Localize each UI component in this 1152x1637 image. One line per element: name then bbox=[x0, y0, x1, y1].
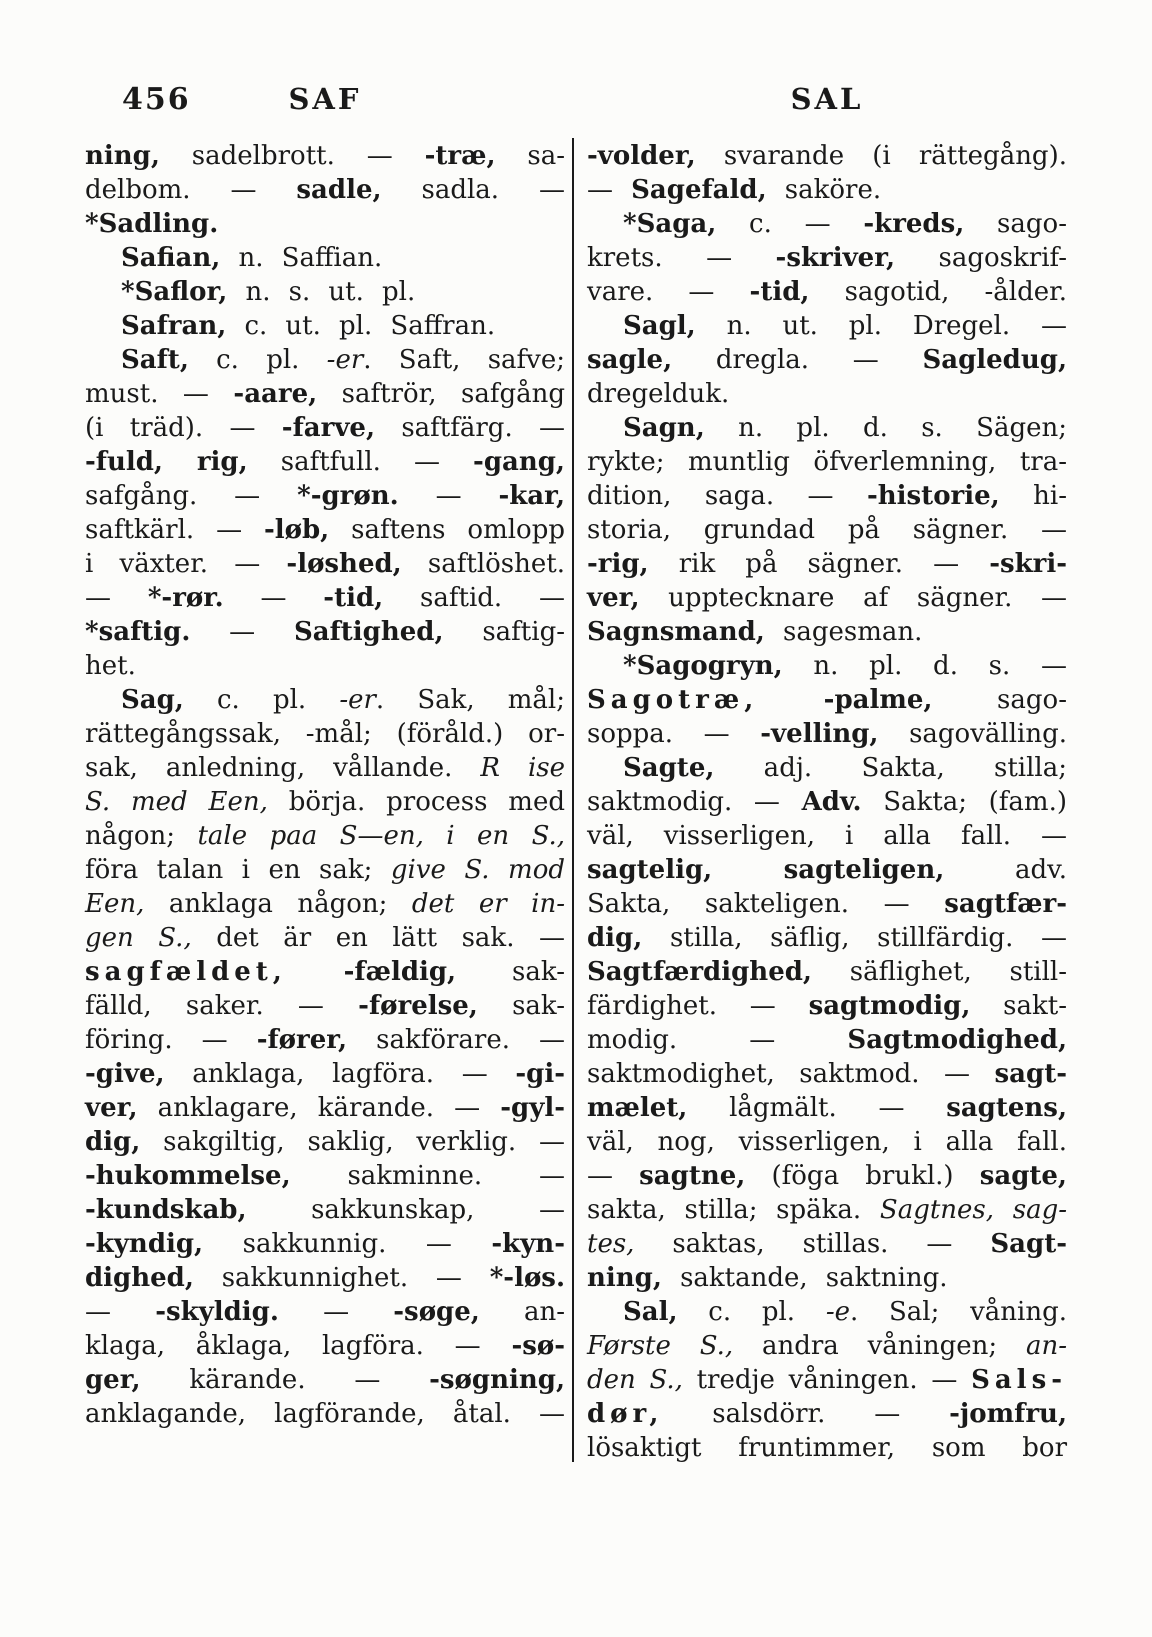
text-line bbox=[587, 853, 1067, 887]
text-line bbox=[587, 683, 1067, 717]
text-run: n. pl. d. s. — bbox=[782, 651, 1067, 681]
text-run: Sagefald, bbox=[631, 175, 767, 205]
text-run: sadle, bbox=[296, 175, 382, 205]
text-line bbox=[85, 819, 565, 853]
text-line bbox=[85, 751, 565, 785]
text-line bbox=[587, 1227, 1067, 1261]
text-run: föring. — bbox=[85, 1025, 257, 1055]
text-line bbox=[85, 1023, 565, 1057]
text-run: c. pl. bbox=[183, 685, 340, 715]
text-run: färdighet. — bbox=[587, 991, 809, 1021]
text-run: ver, bbox=[85, 1093, 138, 1123]
text-run: -er bbox=[326, 345, 364, 375]
text-line bbox=[85, 207, 565, 241]
text-line bbox=[85, 853, 565, 887]
text-line bbox=[85, 1091, 565, 1125]
text-line bbox=[587, 513, 1067, 547]
text-line bbox=[85, 1227, 565, 1261]
text-run: *-grøn. bbox=[297, 481, 399, 511]
text-run: dør, bbox=[587, 1399, 664, 1429]
text-run: Sag, bbox=[121, 685, 184, 715]
text-run: kärande. — bbox=[140, 1365, 430, 1395]
text-run: delbom. — bbox=[85, 175, 297, 205]
text-line bbox=[587, 173, 1067, 207]
text-line bbox=[587, 309, 1067, 343]
text-run: -aare, bbox=[233, 379, 318, 409]
text-run: an- bbox=[479, 1297, 566, 1327]
text-line bbox=[85, 921, 565, 955]
text-line bbox=[85, 139, 565, 173]
text-run: dig, bbox=[587, 923, 643, 953]
text-run: — bbox=[190, 617, 294, 647]
text-run: lösaktigt fruntimmer, som bor bbox=[587, 1433, 1067, 1463]
text-run: -palme, bbox=[758, 685, 933, 715]
text-line bbox=[587, 819, 1067, 853]
text-run: -e bbox=[825, 1297, 850, 1327]
text-run: — bbox=[398, 481, 499, 511]
text-run: Sals- bbox=[971, 1365, 1067, 1395]
text-line bbox=[85, 989, 565, 1023]
text-line bbox=[85, 955, 565, 989]
text-run: — bbox=[85, 1297, 156, 1327]
text-line bbox=[85, 1193, 565, 1227]
text-line bbox=[85, 785, 565, 819]
text-run: någon; bbox=[85, 821, 198, 851]
text-run: Saft, bbox=[121, 345, 189, 375]
text-run: Sal, bbox=[623, 1297, 678, 1327]
text-run: Sakta; (fam.) bbox=[861, 787, 1067, 817]
text-run: — bbox=[587, 175, 632, 205]
text-run: sadla. — bbox=[381, 175, 565, 205]
text-line bbox=[85, 479, 565, 513]
text-run: -gang, bbox=[473, 447, 565, 477]
text-run: Sagn, bbox=[623, 413, 705, 443]
text-line bbox=[587, 615, 1067, 649]
text-run: -give, bbox=[85, 1059, 165, 1089]
text-line bbox=[85, 1363, 565, 1397]
text-run: -tid, bbox=[749, 277, 810, 307]
text-run: sagte, bbox=[979, 1161, 1067, 1191]
text-run: -fuld, rig, bbox=[85, 447, 248, 477]
text-run: Sakta, sakteligen. — bbox=[587, 889, 945, 919]
text-run: saftrör, safgång bbox=[317, 379, 565, 409]
text-line bbox=[85, 173, 565, 207]
text-line bbox=[85, 513, 565, 547]
text-run: adv. bbox=[944, 855, 1067, 885]
text-run: -sø- bbox=[511, 1331, 565, 1361]
text-run: -er bbox=[339, 685, 376, 715]
text-line bbox=[587, 1329, 1067, 1363]
text-run: hi- bbox=[999, 481, 1067, 511]
text-line bbox=[85, 445, 565, 479]
text-run: -gi- bbox=[515, 1059, 565, 1089]
text-run: stilla, säflig, stillfärdig. — bbox=[642, 923, 1067, 953]
running-head-left: SAF bbox=[288, 82, 362, 116]
text-run: sago- bbox=[932, 685, 1067, 715]
text-line bbox=[587, 751, 1067, 785]
text-run: tredje våningen. — bbox=[682, 1365, 972, 1395]
text-run: saftens omlopp bbox=[329, 515, 565, 545]
text-run: sakt- bbox=[970, 991, 1067, 1021]
text-run: *-løs. bbox=[489, 1263, 565, 1293]
text-run: sakminne. — bbox=[290, 1161, 565, 1191]
text-run: sago- bbox=[964, 209, 1067, 239]
text-run: saftfull. — bbox=[247, 447, 474, 477]
text-run: *Saflor, bbox=[121, 277, 228, 307]
text-run: vare. — bbox=[587, 277, 750, 307]
text-run: -farve, bbox=[281, 413, 376, 443]
text-run: sagfældet, bbox=[85, 957, 287, 987]
text-run: — bbox=[85, 583, 148, 613]
text-run: sagoskrif- bbox=[895, 243, 1067, 273]
text-run: . Sak, mål; bbox=[375, 685, 566, 715]
text-run: sagtens, bbox=[946, 1093, 1067, 1123]
text-line bbox=[85, 1261, 565, 1295]
text-run: -gyl- bbox=[500, 1093, 565, 1123]
text-run: ning, bbox=[85, 141, 160, 171]
text-line bbox=[85, 683, 565, 717]
text-run: -skyldig. bbox=[155, 1297, 279, 1327]
text-run: -kyndig, bbox=[85, 1229, 204, 1259]
text-run: ver, bbox=[587, 583, 640, 613]
text-run: det är en lätt sak. — bbox=[191, 923, 565, 953]
text-run: c. ut. pl. Saffran. bbox=[226, 311, 496, 341]
text-line bbox=[587, 377, 1067, 411]
text-run: Sagotræ, bbox=[587, 685, 759, 715]
text-line bbox=[587, 479, 1067, 513]
text-run: (i träd). — bbox=[85, 413, 282, 443]
text-run: -fældig, bbox=[286, 957, 457, 987]
text-run: sadelbrott. — bbox=[159, 141, 425, 171]
running-head-right: SAL bbox=[790, 82, 864, 116]
text-run: *Saga, bbox=[623, 209, 717, 239]
left-text-column bbox=[85, 139, 565, 1431]
text-run: *Sadling. bbox=[85, 209, 219, 239]
text-run: n. ut. pl. Dregel. — bbox=[695, 311, 1067, 341]
text-run: sagtne, bbox=[639, 1161, 746, 1191]
text-run: lågmält. — bbox=[687, 1093, 947, 1123]
text-run: sagtfær- bbox=[944, 889, 1067, 919]
text-line bbox=[587, 1193, 1067, 1227]
text-run: sak, anledning, vållande. bbox=[85, 753, 481, 783]
text-run: -kundskab, bbox=[85, 1195, 247, 1225]
text-run: n. Saffian. bbox=[220, 243, 383, 273]
text-line bbox=[85, 1295, 565, 1329]
text-run: sagle, bbox=[587, 345, 673, 375]
text-run: — bbox=[223, 583, 324, 613]
text-run: *-rør. bbox=[147, 583, 224, 613]
text-run: -træ, bbox=[424, 141, 496, 171]
text-run: anklagare, kärande. — bbox=[137, 1093, 501, 1123]
text-line bbox=[85, 1057, 565, 1091]
text-run: sak- bbox=[456, 957, 565, 987]
text-run: *saftig. bbox=[85, 617, 191, 647]
text-run: n. pl. d. s. Sägen; bbox=[704, 413, 1067, 443]
text-run: saftlöshet. bbox=[401, 549, 565, 579]
text-run: saktas, stillas. — bbox=[634, 1229, 991, 1259]
text-run: must. — bbox=[85, 379, 234, 409]
text-run: saköre. bbox=[766, 175, 882, 205]
text-line bbox=[587, 1397, 1067, 1431]
text-run: föra talan i en sak; bbox=[85, 855, 391, 885]
text-run: anklaga någon; bbox=[144, 889, 412, 919]
text-line bbox=[587, 411, 1067, 445]
text-line bbox=[85, 1397, 565, 1431]
text-run: Safran, bbox=[121, 311, 227, 341]
text-line bbox=[587, 717, 1067, 751]
text-run: rykte; muntlig öfverlemning, tra- bbox=[587, 447, 1067, 477]
text-line bbox=[85, 547, 565, 581]
text-line bbox=[587, 955, 1067, 989]
text-run: säflighet, still- bbox=[811, 957, 1067, 987]
text-run: sa- bbox=[495, 141, 565, 171]
text-run: — bbox=[587, 1161, 640, 1191]
text-run: het. bbox=[85, 651, 136, 681]
text-run: Sagnsmand, bbox=[587, 617, 765, 647]
text-run: storia, grundad på sägner. — bbox=[587, 515, 1067, 545]
text-run: svarande (i rättegång). bbox=[695, 141, 1067, 171]
text-line bbox=[587, 1057, 1067, 1091]
text-run: sakgiltig, saklig, verklig. — bbox=[140, 1127, 565, 1157]
text-line bbox=[85, 887, 565, 921]
text-run: dition, saga. — bbox=[587, 481, 867, 511]
text-run: adj. Sakta, stilla; bbox=[714, 753, 1067, 783]
text-line bbox=[587, 445, 1067, 479]
text-run: anklagande, lagförande, åtal. — bbox=[85, 1399, 565, 1429]
text-run: den S., bbox=[587, 1365, 683, 1395]
text-run: dig, bbox=[85, 1127, 141, 1157]
text-run: väl, nog, visserligen, i alla fall. bbox=[587, 1127, 1067, 1157]
text-run: safgång. — bbox=[85, 481, 298, 511]
text-run: -historie, bbox=[866, 481, 1000, 511]
text-run: saktmodighet, saktmod. — bbox=[587, 1059, 995, 1089]
text-run: det er in- bbox=[411, 889, 565, 919]
text-line bbox=[587, 785, 1067, 819]
text-line bbox=[587, 887, 1067, 921]
text-run: Safian, bbox=[121, 243, 221, 273]
text-run: dregelduk. bbox=[587, 379, 730, 409]
text-run: sakta, stilla; späka. bbox=[587, 1195, 880, 1225]
text-run: c. — bbox=[716, 209, 864, 239]
text-run: sagtelig, sagteligen, bbox=[587, 855, 945, 885]
text-line bbox=[587, 1431, 1067, 1465]
text-run: -kyn- bbox=[491, 1229, 565, 1259]
text-run: rättegångssak, -mål; (föråld.) or- bbox=[85, 719, 565, 749]
text-run: n. s. ut. pl. bbox=[227, 277, 416, 307]
text-run: sagesman. bbox=[764, 617, 923, 647]
text-line bbox=[587, 649, 1067, 683]
text-run: dighed, bbox=[85, 1263, 194, 1293]
text-line bbox=[85, 275, 565, 309]
text-run: *Sagogryn, bbox=[623, 651, 783, 681]
text-run: -løshed, bbox=[286, 549, 402, 579]
text-line bbox=[85, 1125, 565, 1159]
text-run: Saftighed, bbox=[293, 617, 444, 647]
text-line bbox=[587, 1023, 1067, 1057]
text-line bbox=[85, 377, 565, 411]
text-run: — bbox=[278, 1297, 394, 1327]
text-line bbox=[587, 547, 1067, 581]
text-run: klaga, åklaga, lagföra. — bbox=[85, 1331, 512, 1361]
text-run: Sagtnes, sag- bbox=[879, 1195, 1067, 1225]
text-line bbox=[587, 989, 1067, 1023]
text-line bbox=[587, 275, 1067, 309]
text-run: -kreds, bbox=[863, 209, 965, 239]
text-run: sakkunskap, — bbox=[246, 1195, 565, 1225]
text-run: saftfärg. — bbox=[375, 413, 566, 443]
text-run: Adv. bbox=[801, 787, 862, 817]
text-run: modig. — bbox=[587, 1025, 848, 1055]
text-run: Sagtfærdighed, bbox=[587, 957, 812, 987]
text-line bbox=[587, 581, 1067, 615]
text-run: Sagledug, bbox=[922, 345, 1067, 375]
text-run: -volder, bbox=[587, 141, 696, 171]
text-line bbox=[587, 1159, 1067, 1193]
text-line bbox=[587, 139, 1067, 173]
text-run: anklaga, lagföra. — bbox=[164, 1059, 516, 1089]
text-run: -velling, bbox=[760, 719, 879, 749]
text-run: tes, bbox=[587, 1229, 635, 1259]
text-run: upptecknare af sägner. — bbox=[639, 583, 1067, 613]
text-line bbox=[85, 309, 565, 343]
text-line bbox=[587, 921, 1067, 955]
text-run: krets. — bbox=[587, 243, 776, 273]
text-run: sagovälling. bbox=[878, 719, 1067, 749]
text-line bbox=[587, 1091, 1067, 1125]
text-run: -løb, bbox=[263, 515, 330, 545]
text-run: sakkunnig. — bbox=[203, 1229, 492, 1259]
text-line bbox=[85, 411, 565, 445]
text-line bbox=[587, 1363, 1067, 1397]
text-run: saftid. — bbox=[383, 583, 565, 613]
text-run: -jomfru, bbox=[949, 1399, 1067, 1429]
text-run: saftig- bbox=[443, 617, 565, 647]
text-run: sagt- bbox=[994, 1059, 1067, 1089]
right-text-column bbox=[587, 139, 1067, 1465]
text-run: -kar, bbox=[498, 481, 565, 511]
text-run: . Saft, safve; bbox=[363, 345, 565, 375]
text-run: börja. process med bbox=[267, 787, 565, 817]
text-run: (föga brukl.) bbox=[745, 1161, 980, 1191]
text-run: Sagt- bbox=[990, 1229, 1067, 1259]
text-run: i växter. — bbox=[85, 549, 287, 579]
text-run: c. pl. bbox=[677, 1297, 826, 1327]
text-run: -hukommelse, bbox=[85, 1161, 291, 1191]
text-line bbox=[587, 343, 1067, 377]
text-run: soppa. — bbox=[587, 719, 761, 749]
text-run: Sagtmodighed, bbox=[847, 1025, 1067, 1055]
text-run: ger, bbox=[85, 1365, 141, 1395]
text-run: R ise bbox=[480, 753, 566, 783]
text-run: saktande, saktning. bbox=[661, 1263, 948, 1293]
text-run: andra våningen; bbox=[733, 1331, 1026, 1361]
text-run: sak- bbox=[477, 991, 565, 1021]
text-run: -tid, bbox=[323, 583, 384, 613]
text-line bbox=[587, 1125, 1067, 1159]
text-run: c. pl. bbox=[188, 345, 327, 375]
text-run: fälld, saker. — bbox=[85, 991, 359, 1021]
text-line bbox=[85, 343, 565, 377]
text-line bbox=[85, 615, 565, 649]
text-run: mælet, bbox=[587, 1093, 688, 1123]
text-run: rik på sägner. — bbox=[648, 549, 990, 579]
text-run: -førelse, bbox=[358, 991, 478, 1021]
text-run: -søge, bbox=[393, 1297, 480, 1327]
text-line bbox=[85, 581, 565, 615]
text-run: an- bbox=[1025, 1331, 1067, 1361]
text-run: sakkunnighet. — bbox=[193, 1263, 490, 1293]
text-run: -skriver, bbox=[775, 243, 896, 273]
text-line bbox=[85, 241, 565, 275]
text-run: saktmodig. — bbox=[587, 787, 802, 817]
text-run: sagtmodig, bbox=[808, 991, 971, 1021]
text-line bbox=[587, 241, 1067, 275]
text-run: -rig, bbox=[587, 549, 649, 579]
text-run: -skri- bbox=[989, 549, 1067, 579]
text-run: Een, bbox=[85, 889, 145, 919]
text-run: gen S., bbox=[85, 923, 192, 953]
text-line bbox=[85, 649, 565, 683]
text-line bbox=[85, 717, 565, 751]
text-line bbox=[85, 1329, 565, 1363]
text-run: ning, bbox=[587, 1263, 662, 1293]
text-run: Sagte, bbox=[623, 753, 715, 783]
text-run: Første S., bbox=[587, 1331, 734, 1361]
text-run: sakförare. — bbox=[347, 1025, 565, 1055]
text-line bbox=[85, 1159, 565, 1193]
page-number: 456 bbox=[122, 82, 191, 117]
column-divider-rule bbox=[572, 138, 574, 1462]
text-run: dregla. — bbox=[672, 345, 923, 375]
text-run: tale paa S—en, i en S., bbox=[197, 821, 565, 851]
text-run: Sagl, bbox=[623, 311, 696, 341]
text-run: . Sal; våning. bbox=[849, 1297, 1068, 1327]
text-run: saftkärl. — bbox=[85, 515, 264, 545]
text-line bbox=[587, 1261, 1067, 1295]
text-run: väl, visserligen, i alla fall. — bbox=[587, 821, 1067, 851]
text-run: give S. mod bbox=[390, 855, 565, 885]
text-run: S. med Een, bbox=[85, 787, 268, 817]
text-run: -søgning, bbox=[429, 1365, 565, 1395]
text-line bbox=[587, 207, 1067, 241]
text-run: sagotid, -ålder. bbox=[809, 277, 1067, 307]
text-run: -fører, bbox=[256, 1025, 348, 1055]
text-run: salsdörr. — bbox=[663, 1399, 950, 1429]
text-line bbox=[587, 1295, 1067, 1329]
